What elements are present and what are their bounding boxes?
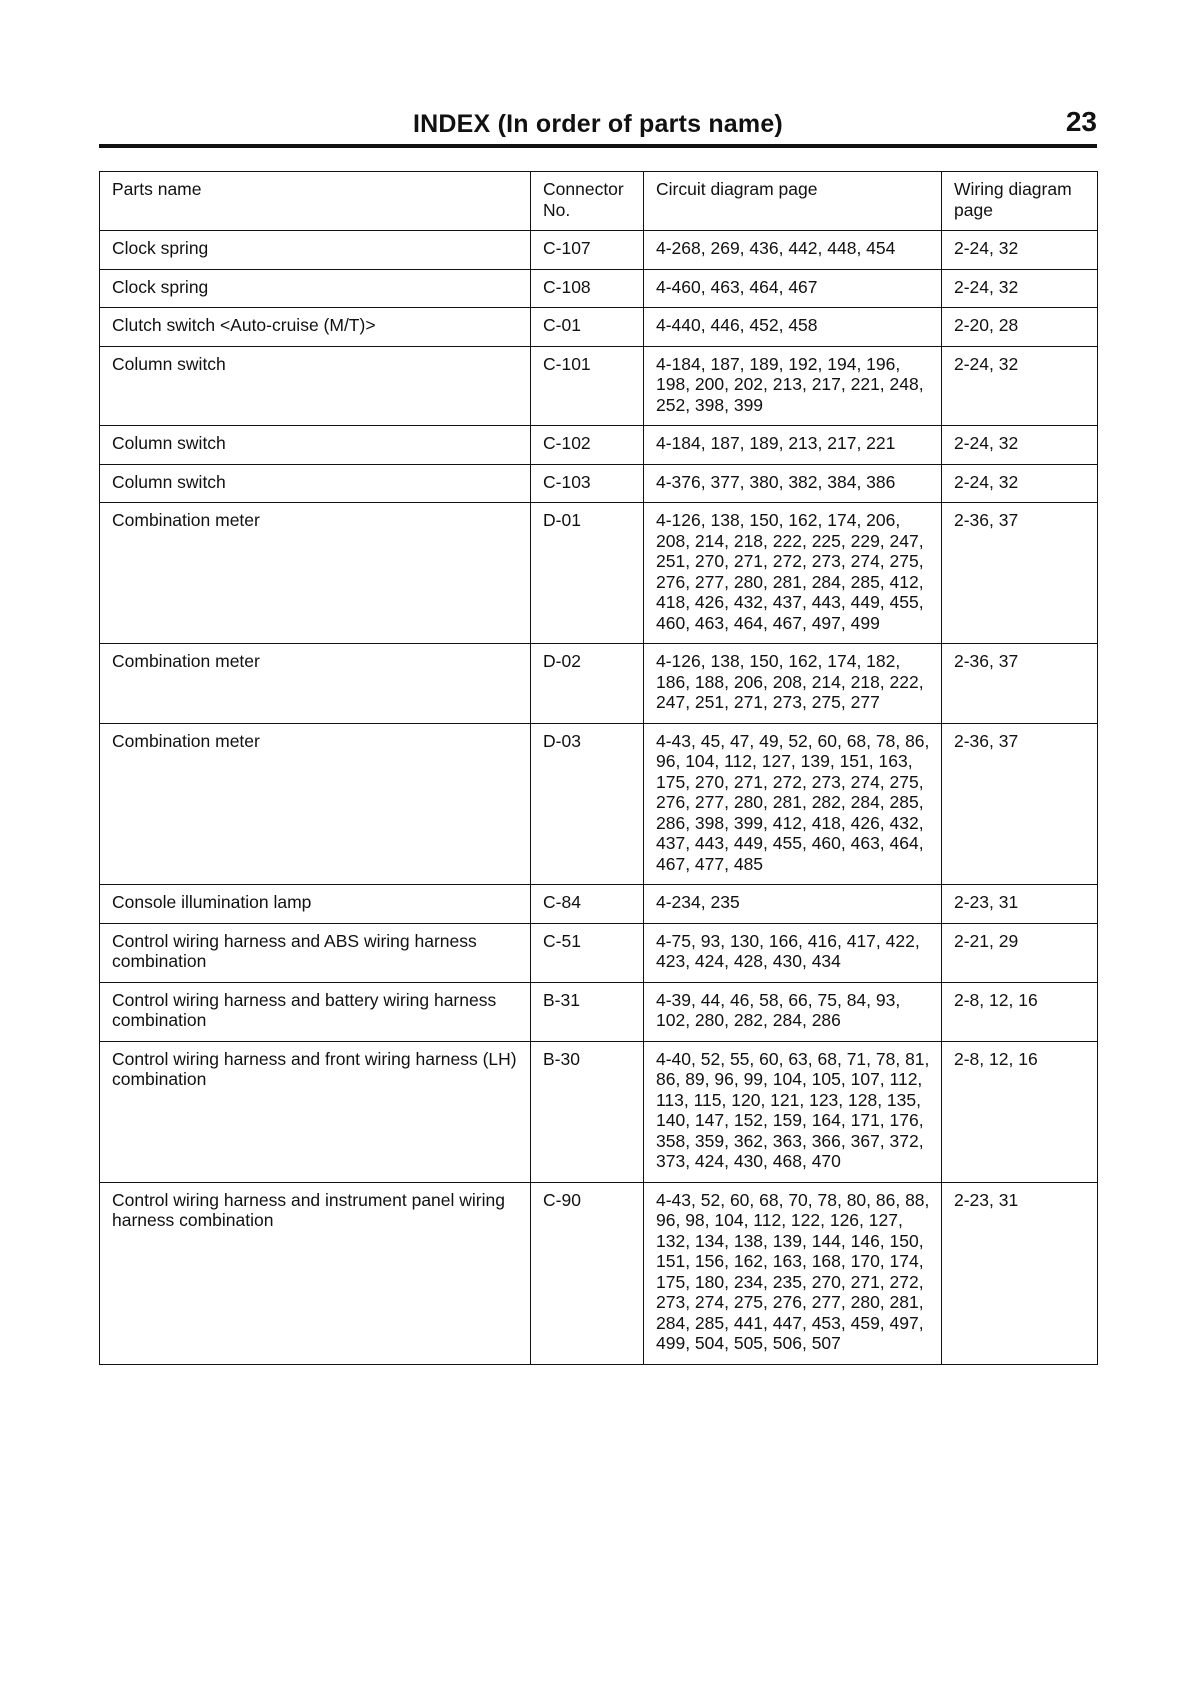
parts-name-cell: Clutch switch <Auto-cruise (M/T)> (100, 308, 531, 347)
page-number: 23 (1065, 106, 1097, 137)
wiring-page-cell: 2-24, 32 (942, 269, 1098, 308)
parts-name-cell: Combination meter (100, 644, 531, 724)
column-header-wiring-diagram-page: Wiring diagram page (942, 172, 1098, 231)
column-header-circuit-diagram-page: Circuit diagram page (644, 172, 942, 231)
header-rule (99, 144, 1097, 148)
wiring-page-cell: 2-24, 32 (942, 231, 1098, 270)
page-title: INDEX (In order of parts name) (413, 110, 783, 138)
connector-cell: C-90 (531, 1182, 644, 1364)
parts-name-cell: Clock spring (100, 231, 531, 270)
wiring-page-cell: 2-24, 32 (942, 346, 1098, 426)
column-header-parts-name: Parts name (100, 172, 531, 231)
circuit-page-cell: 4-43, 45, 47, 49, 52, 60, 68, 78, 86, 96, 104, 112, 127, 139, 151, 163, 175, 270, 271, 272, 273, 274, 275, 276, 277, 280, 281, 282, 284, 285, 286, 398, 399, 412, 418, 426, 432, 437, 443, 449, 455, 460, 463, 464, 467, 477, 485 (644, 723, 942, 885)
column-header-connector-no: Connector No. (531, 172, 644, 231)
circuit-page-cell: 4-440, 446, 452, 458 (644, 308, 942, 347)
connector-cell: C-51 (531, 923, 644, 982)
wiring-page-cell: 2-36, 37 (942, 723, 1098, 885)
circuit-page-cell: 4-126, 138, 150, 162, 174, 206, 208, 214, 218, 222, 225, 229, 247, 251, 270, 271, 272, 273, 274, 275, 276, 277, 280, 281, 284, 285, 412, 418, 426, 432, 437, 443, 449, 455, 460, 463, 464, 467, 497, 499 (644, 503, 942, 644)
parts-name-cell: Column switch (100, 426, 531, 465)
connector-cell: D-01 (531, 503, 644, 644)
parts-name-cell: Console illumination lamp (100, 885, 531, 924)
circuit-page-cell: 4-43, 52, 60, 68, 70, 78, 80, 86, 88, 96, 98, 104, 112, 122, 126, 127, 132, 134, 138, 139, 144, 146, 150, 151, 156, 162, 163, 168, 170, 174, 175, 180, 234, 235, 270, 271, 272, 273, 274, 275, 276, 277, 280, 281, 284, 285, 441, 447, 453, 459, 497, 499, 504, 505, 506, 507 (644, 1182, 942, 1364)
parts-name-cell: Control wiring harness and instrument panel wiring harness combination (100, 1182, 531, 1364)
table-row (100, 269, 1098, 308)
table-row (100, 723, 1098, 885)
parts-name-cell: Combination meter (100, 723, 531, 885)
circuit-page-cell: 4-184, 187, 189, 192, 194, 196, 198, 200, 202, 213, 217, 221, 248, 252, 398, 399 (644, 346, 942, 426)
page-header (99, 104, 1097, 144)
parts-name-cell: Column switch (100, 464, 531, 503)
wiring-page-cell: 2-36, 37 (942, 503, 1098, 644)
connector-cell: B-31 (531, 982, 644, 1041)
circuit-page-cell: 4-40, 52, 55, 60, 63, 68, 71, 78, 81, 86, 89, 96, 99, 104, 105, 107, 112, 113, 115, 120, 121, 123, 128, 135, 140, 147, 152, 159, 164, 171, 176, 358, 359, 362, 363, 366, 367, 372, 373, 424, 430, 468, 470 (644, 1041, 942, 1182)
parts-index-table (99, 171, 1098, 1365)
wiring-page-cell: 2-24, 32 (942, 426, 1098, 465)
connector-cell: C-84 (531, 885, 644, 924)
circuit-page-cell: 4-184, 187, 189, 213, 217, 221 (644, 426, 942, 465)
table-row (100, 464, 1098, 503)
parts-name-cell: Control wiring harness and front wiring harness (LH) combination (100, 1041, 531, 1182)
wiring-page-cell: 2-36, 37 (942, 644, 1098, 724)
connector-cell: C-102 (531, 426, 644, 465)
parts-name-cell: Combination meter (100, 503, 531, 644)
table-header-row (100, 172, 1098, 231)
table-row (100, 346, 1098, 426)
connector-cell: C-108 (531, 269, 644, 308)
wiring-page-cell: 2-23, 31 (942, 1182, 1098, 1364)
table-row (100, 644, 1098, 724)
table-row (100, 885, 1098, 924)
table-row (100, 308, 1098, 347)
wiring-page-cell: 2-8, 12, 16 (942, 982, 1098, 1041)
circuit-page-cell: 4-75, 93, 130, 166, 416, 417, 422, 423, 424, 428, 430, 434 (644, 923, 942, 982)
circuit-page-cell: 4-126, 138, 150, 162, 174, 182, 186, 188, 206, 208, 214, 218, 222, 247, 251, 271, 273, 275, 277 (644, 644, 942, 724)
table-row (100, 1182, 1098, 1364)
wiring-page-cell: 2-24, 32 (942, 464, 1098, 503)
table-row (100, 982, 1098, 1041)
table-row (100, 503, 1098, 644)
wiring-page-cell: 2-21, 29 (942, 923, 1098, 982)
circuit-page-cell: 4-268, 269, 436, 442, 448, 454 (644, 231, 942, 270)
connector-cell: B-30 (531, 1041, 644, 1182)
wiring-page-cell: 2-23, 31 (942, 885, 1098, 924)
table-row (100, 231, 1098, 270)
circuit-page-cell: 4-234, 235 (644, 885, 942, 924)
connector-cell: C-101 (531, 346, 644, 426)
connector-cell: D-02 (531, 644, 644, 724)
circuit-page-cell: 4-460, 463, 464, 467 (644, 269, 942, 308)
table-row (100, 923, 1098, 982)
parts-name-cell: Control wiring harness and battery wiring harness combination (100, 982, 531, 1041)
circuit-page-cell: 4-39, 44, 46, 58, 66, 75, 84, 93, 102, 280, 282, 284, 286 (644, 982, 942, 1041)
table-row (100, 426, 1098, 465)
wiring-page-cell: 2-20, 28 (942, 308, 1098, 347)
parts-name-cell: Control wiring harness and ABS wiring harness combination (100, 923, 531, 982)
connector-cell: D-03 (531, 723, 644, 885)
table-row (100, 1041, 1098, 1182)
circuit-page-cell: 4-376, 377, 380, 382, 384, 386 (644, 464, 942, 503)
connector-cell: C-01 (531, 308, 644, 347)
wiring-page-cell: 2-8, 12, 16 (942, 1041, 1098, 1182)
parts-name-cell: Clock spring (100, 269, 531, 308)
parts-name-cell: Column switch (100, 346, 531, 426)
connector-cell: C-107 (531, 231, 644, 270)
connector-cell: C-103 (531, 464, 644, 503)
